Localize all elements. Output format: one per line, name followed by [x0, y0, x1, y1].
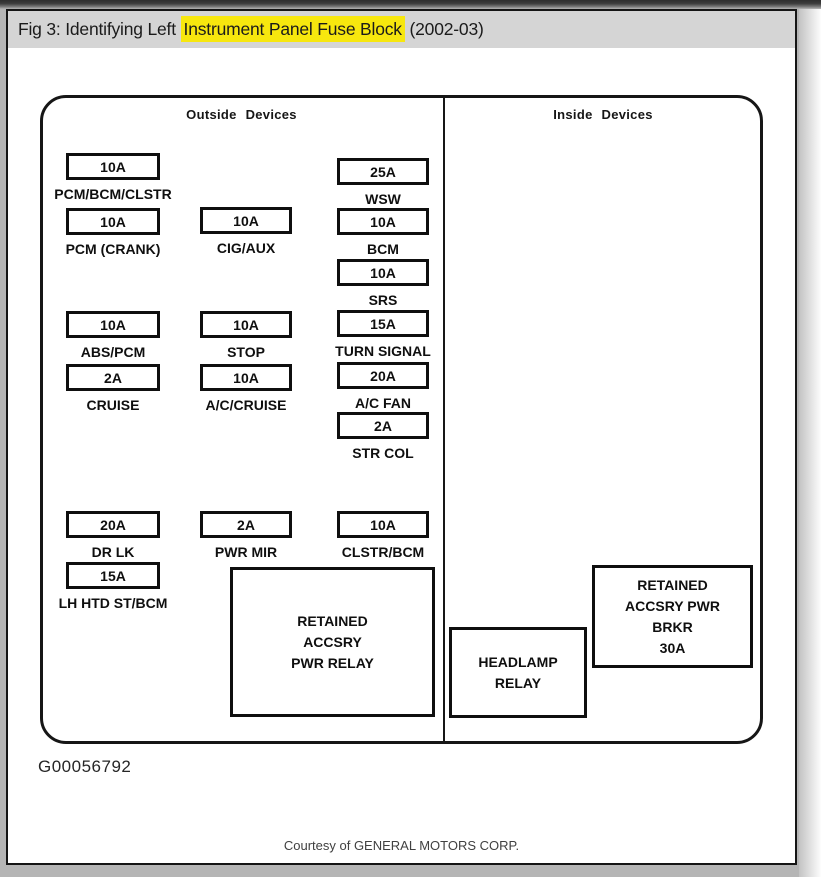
fuse-a-c-fan — [337, 362, 429, 411]
fuse-pcm-bcm-clstr — [54, 153, 172, 202]
relay-text-line: ACCSRY — [303, 633, 362, 650]
fuse-pwr-mir — [200, 511, 292, 560]
fuse-label: SRS — [368, 292, 398, 308]
fuse-amp-rating: 10A — [337, 208, 429, 235]
document-page — [6, 9, 797, 865]
fuse-label: ABS/PCM — [80, 344, 146, 360]
fuse-amp-rating: 10A — [66, 153, 160, 180]
credit-line: Courtesy of GENERAL MOTORS CORP. — [283, 838, 520, 853]
fuse-label: TURN SIGNAL — [335, 343, 431, 359]
relay-text-line: BRKR — [652, 618, 693, 635]
fuse-stop — [200, 311, 292, 360]
fuse-label: WSW — [365, 191, 401, 207]
relay-text-line: RELAY — [494, 674, 542, 691]
page-edge-shadow — [799, 9, 821, 877]
fuse-a-c-cruise — [200, 364, 292, 413]
fuse-amp-rating: 20A — [66, 511, 160, 538]
fuse-label: A/C FAN — [355, 395, 411, 411]
fuse-amp-rating: 25A — [337, 158, 429, 185]
inside-devices-title: Inside Devices — [553, 107, 653, 122]
fuse-srs — [337, 259, 429, 308]
fuse-abs-pcm — [66, 311, 160, 360]
fuse-amp-rating: 20A — [337, 362, 429, 389]
fuse-amp-rating: 10A — [200, 207, 292, 234]
fuse-dr-lk — [66, 511, 160, 560]
fuse-str-col — [337, 412, 429, 461]
relay-text-line: ACCSRY PWR — [625, 597, 720, 614]
caption-suffix: (2002-03) — [404, 19, 484, 39]
fuse-label: BCM — [367, 241, 399, 257]
fuse-label: DR LK — [91, 544, 135, 560]
fuse-label: PCM/BCM/CLSTR — [54, 186, 172, 202]
fuse-amp-rating: 10A — [200, 311, 292, 338]
fuse-cig-aux — [200, 207, 292, 256]
fuse-amp-rating: 10A — [66, 311, 160, 338]
relay-text-line: RETAINED — [637, 576, 708, 593]
fuse-amp-rating: 15A — [66, 562, 160, 589]
relay-text-line: RETAINED — [297, 612, 368, 629]
relay-text-line: PWR RELAY — [291, 654, 374, 671]
fuse-amp-rating: 2A — [337, 412, 429, 439]
fuse-clstr-bcm — [337, 511, 429, 560]
fuse-label: CIG/AUX — [216, 240, 276, 256]
fuse-cruise — [66, 364, 160, 413]
fuse-bcm — [337, 208, 429, 257]
figure-caption-bar — [8, 11, 795, 48]
fuse-label: CLSTR/BCM — [341, 544, 425, 560]
fuse-label: LH HTD ST/BCM — [58, 595, 168, 611]
fuse-label: PWR MIR — [214, 544, 278, 560]
figure-id: G00056792 — [38, 757, 132, 776]
retained-accsry-pwr-brkr-box — [592, 565, 753, 668]
fuse-lh-htd-st-bcm — [58, 562, 168, 611]
caption-highlight: Instrument Panel Fuse Block — [181, 16, 405, 42]
retained-accsry-pwr-relay-box — [230, 567, 435, 717]
fuse-label: CRUISE — [86, 397, 140, 413]
fuse-amp-rating: 10A — [337, 259, 429, 286]
fuse-amp-rating: 2A — [200, 511, 292, 538]
fuse-pcm-crank — [66, 208, 160, 257]
fuse-amp-rating: 10A — [200, 364, 292, 391]
fuse-amp-rating: 10A — [66, 208, 160, 235]
fuse-wsw — [337, 158, 429, 207]
fuse-amp-rating: 10A — [337, 511, 429, 538]
fuse-amp-rating: 15A — [337, 310, 429, 337]
section-divider-line — [443, 95, 445, 744]
relay-text-line: 30A — [659, 639, 686, 656]
fuse-turn-signal — [337, 310, 429, 359]
fuse-label: STR COL — [352, 445, 414, 461]
relay-text-line: HEADLAMP — [478, 653, 558, 670]
window-top-edge — [0, 0, 821, 9]
fuse-amp-rating: 2A — [66, 364, 160, 391]
outside-devices-title: Outside Devices — [186, 107, 297, 122]
fuse-label: PCM (CRANK) — [65, 241, 161, 257]
headlamp-relay-box — [449, 627, 587, 718]
caption-prefix: Fig 3: Identifying Left — [18, 19, 181, 39]
fuse-label: STOP — [227, 344, 265, 360]
fuse-label: A/C/CRUISE — [205, 397, 287, 413]
